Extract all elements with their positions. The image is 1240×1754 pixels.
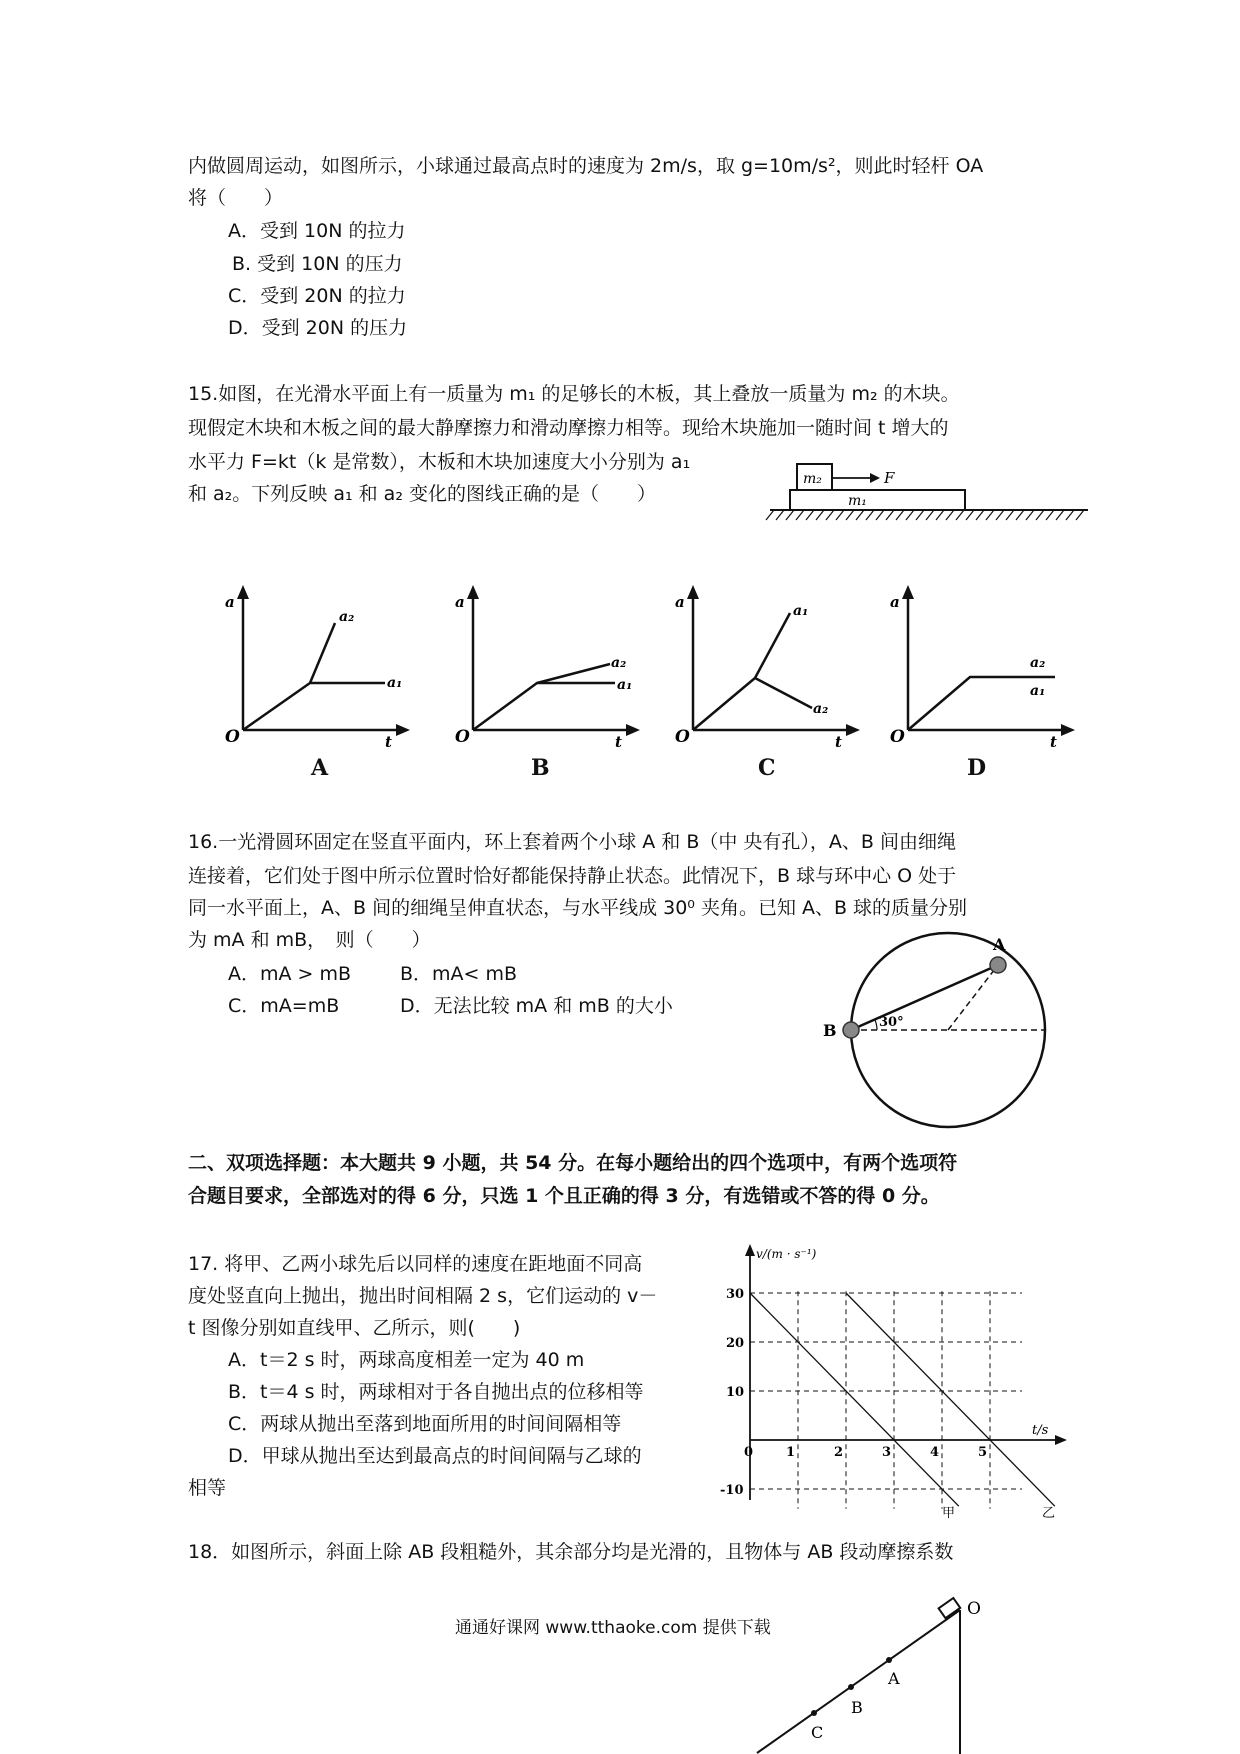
q17-line2: 度处竖直向上抛出，抛出时间相隔 2 s，它们运动的 v－ (188, 1285, 658, 1307)
q15-graph-b (445, 585, 645, 751)
q15-force-label: F (884, 469, 895, 487)
q16-line2: 连接着，它们处于图中所示位置时恰好都能保持静止状态。此情况下，B 球与环中心 O 处于 (188, 865, 957, 887)
graph-c-y-label: a (675, 593, 685, 611)
q15-graph-d (880, 585, 1080, 751)
section2-line2: 合题目要求，全部选对的得 6 分，只选 1 个且正确的得 3 分，有选错或不答的得 0 分。 (188, 1185, 940, 1207)
graph-c-caption: C (758, 755, 776, 781)
y-axis-label: v/(m · s⁻¹) (756, 1247, 817, 1261)
x-tick-label: 5 (978, 1445, 988, 1460)
graph-d-origin: O (890, 727, 905, 747)
graph-b-x-label: t (615, 733, 622, 751)
ground-hatching (766, 510, 1084, 520)
y-tick-label: 20 (726, 1336, 745, 1351)
q17-option-c: C．两球从抛出至落到地面所用的时间间隔相等 (228, 1413, 622, 1435)
q14-option-d: D．受到 20N 的压力 (228, 317, 408, 339)
point-o-label: O (967, 1599, 981, 1619)
series-line-1 (750, 1293, 959, 1506)
section2-line1: 二、双项选择题：本大题共 9 小题，共 54 分。在每小题给出的四个选项中，有两个选项符 (188, 1152, 958, 1174)
graph-c-line-label-2: a₂ (813, 701, 829, 717)
y-axis-arrow (745, 1244, 755, 1256)
graph-b-caption: B (531, 755, 550, 781)
angle-label: 30° (879, 1015, 904, 1030)
x-tick-label: 1 (786, 1445, 796, 1460)
q17-option-b: B．t＝4 s 时，两球相对于各自抛出点的位移相等 (228, 1381, 644, 1403)
graph-b-y-label: a (455, 593, 465, 611)
chart-grid (750, 1291, 1022, 1509)
graph-d-line-label-1: a₂ (1030, 655, 1046, 671)
q15-line3: 水平力 F=kt（k 是常数），木板和木块加速度大小分别为 a₁ (188, 451, 691, 473)
q16-option-a: A．mA > mB (228, 963, 352, 985)
point-b-label: B (851, 1698, 863, 1717)
graph-a-line-label-1: a₂ (339, 609, 355, 625)
q15-block-figure (770, 455, 1100, 525)
q15-graph-a (215, 585, 415, 751)
q17-line1: 17. 将甲、乙两小球先后以同样的速度在距地面不同高 (188, 1253, 643, 1275)
graph-a-line-label-2: a₁ (387, 675, 403, 691)
q15-line2: 现假定木块和木板之间的最大静摩擦力和滑动摩擦力相等。现给木块施加一随时间 t 增大的 (188, 417, 949, 439)
q17-vt-chart (720, 1240, 1070, 1521)
series-line-2 (846, 1293, 1055, 1506)
q14-option-a: A．受到 10N 的拉力 (228, 220, 406, 242)
q17-line-end: 相等 (188, 1477, 227, 1499)
q16-line3: 同一水平面上，A、B 间的细绳呈伸直状态，与水平线成 30⁰ 夹角。已知 A、B 球的质量分别 (188, 897, 968, 919)
x-tick-label: 2 (834, 1445, 844, 1460)
q14-line1: 内做圆周运动，如图所示，小球通过最高点时的速度为 2m/s，取 g=10m/s²，则此时轻杆 OA (188, 155, 984, 177)
chart-series (750, 1293, 1055, 1521)
x-tick-label: 4 (930, 1445, 940, 1460)
q18-incline-figure (755, 1588, 995, 1754)
ball-b-label: B (823, 1021, 837, 1040)
q17-option-d: D．甲球从抛出至达到最高点的时间间隔与乙球的 (228, 1445, 642, 1467)
q15-m2-label: m₂ (803, 471, 822, 487)
q15-m1-label: m₁ (848, 493, 867, 509)
ball-a-label: A (993, 935, 1006, 954)
graph-d-x-label: t (1050, 733, 1057, 751)
q15-line1: 15.如图，在光滑水平面上有一质量为 m₁ 的足够长的木板，其上叠放一质量为 m₂ 的木块。 (188, 383, 960, 405)
graph-c-x-label: t (835, 733, 842, 751)
graph-d-line-label-2: a₁ (1030, 683, 1046, 699)
graph-a-origin: O (225, 727, 240, 747)
q15-line4: 和 a₂。下列反映 a₁ 和 a₂ 变化的图线正确的是（ ） (188, 483, 656, 505)
point-a-label: A (888, 1669, 900, 1688)
graph-c-origin: O (675, 727, 690, 747)
q16-line1: 16.一光滑圆环固定在竖直平面内，环上套着两个小球 A 和 B（中 央有孔），A、B 间由细绳 (188, 831, 956, 853)
q16-ring-figure (815, 935, 1065, 1130)
q17-line3: t 图像分别如直线甲、乙所示，则( ) (188, 1317, 521, 1339)
q16-option-b: B．mA< mB (400, 963, 518, 985)
graph-d-y-label: a (890, 593, 900, 611)
x-axis-arrow (1055, 1435, 1067, 1445)
y-tick-label: -10 (720, 1483, 744, 1498)
graph-b-line-label-1: a₂ (611, 655, 627, 671)
graph-b-origin: O (455, 727, 470, 747)
q14-option-b: B. 受到 10N 的压力 (232, 253, 403, 275)
q16-option-d: D．无法比较 mA 和 mB 的大小 (400, 995, 673, 1017)
q17-option-a: A．t＝2 s 时，两球高度相差一定为 40 m (228, 1349, 585, 1371)
x-axis-label: t/s (1032, 1423, 1049, 1438)
q18-line1: 18．如图所示，斜面上除 AB 段粗糙外，其余部分均是光滑的，且物体与 AB 段动摩擦系数 (188, 1541, 954, 1563)
chart-ticks (720, 1287, 987, 1498)
graph-a-x-label: t (385, 733, 392, 751)
graph-a-caption: A (311, 755, 329, 781)
graph-d-caption: D (967, 755, 987, 781)
graph-b-line-label-2: a₁ (617, 677, 633, 693)
page-footer: 通通好课网 www.tthaoke.com 提供下载 (455, 1618, 771, 1638)
q16-line4: 为 mA 和 mB， 则（ ） (188, 929, 431, 951)
x-tick-label: 3 (882, 1445, 892, 1460)
x-tick-label: 0 (744, 1445, 754, 1460)
y-tick-label: 30 (726, 1287, 745, 1302)
q16-option-c: C．mA=mB (228, 995, 340, 1017)
q14-option-c: C．受到 20N 的拉力 (228, 285, 406, 307)
graph-c-line-label-1: a₁ (793, 603, 809, 619)
graph-a-y-label: a (225, 593, 235, 611)
series-label-1: 甲 (942, 1506, 956, 1521)
y-tick-label: 10 (726, 1385, 745, 1400)
q15-graph-c (665, 585, 865, 751)
q14-line2: 将（ ） (188, 187, 284, 209)
point-c-label: C (811, 1723, 824, 1742)
series-label-2: 乙 (1042, 1506, 1056, 1521)
